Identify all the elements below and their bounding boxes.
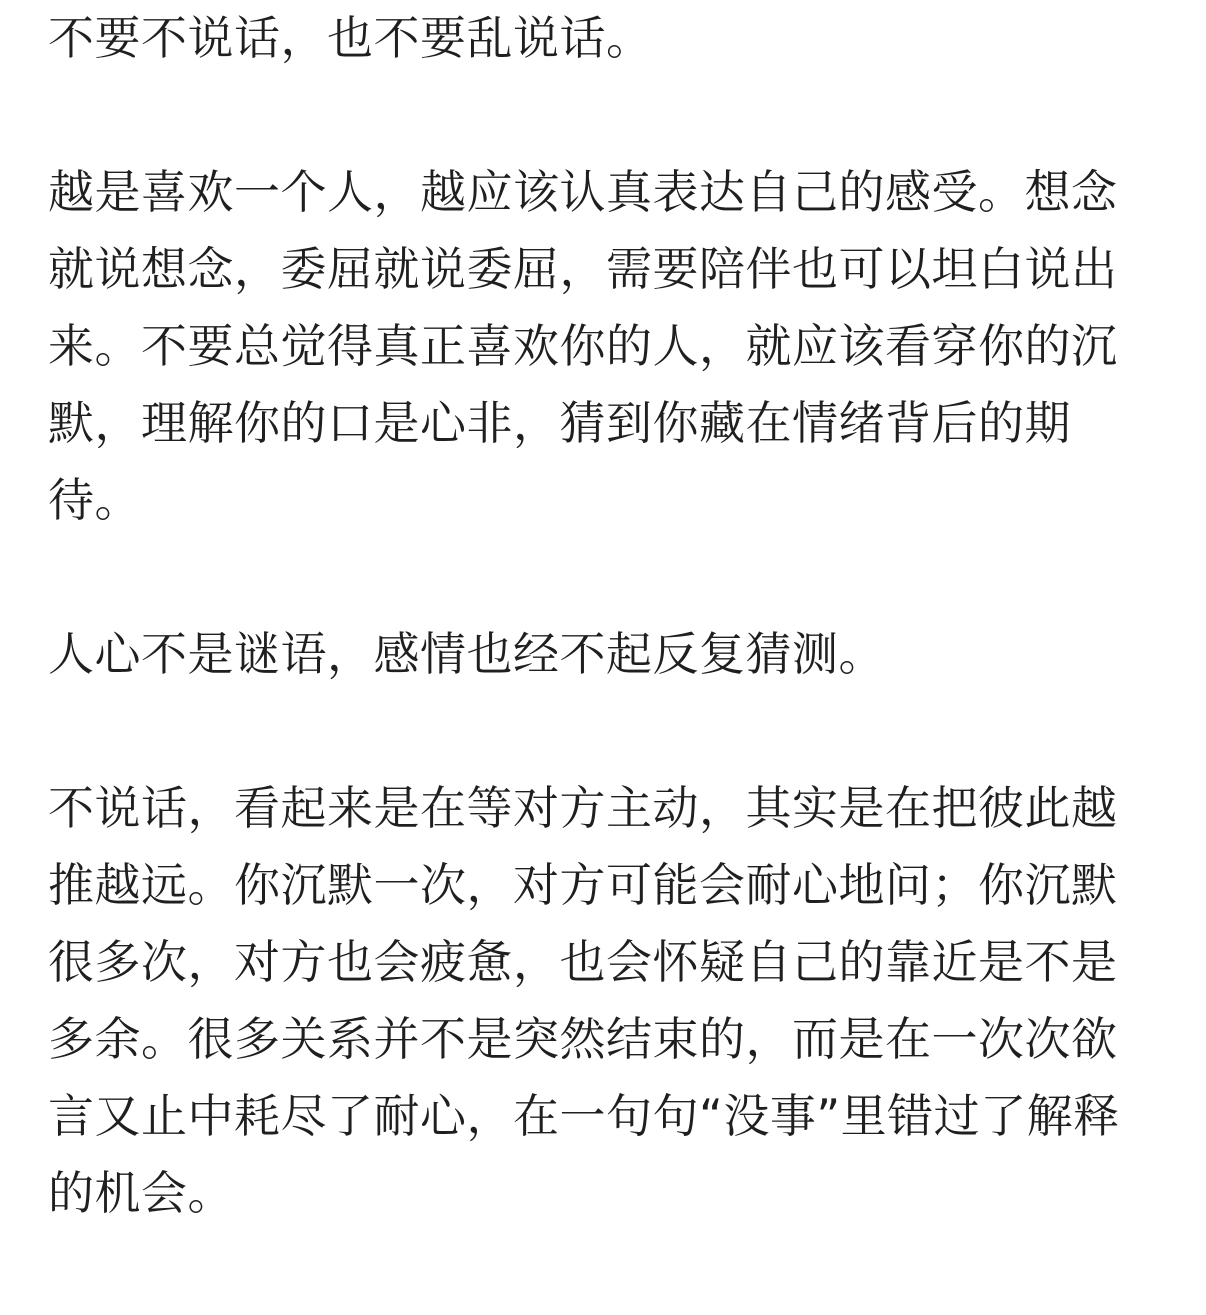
paragraph-expression: 越是喜欢一个人，越应该认真表达自己的感受。想念就说想念，委屈就说委屈，需要陪伴也可以坦白说出来。不要总觉得真正喜欢你的人，就应该看穿你的沉默，理解你的口是心非，猜到你藏在情绪背后的期待。 [48, 165, 1118, 527]
paragraph-silence: 不说话，看起来是在等对方主动，其实是在把彼此越推越远。你沉默一次，对方可能会耐心地问；你沉默很多次，对方也会疲惫，也会怀疑自己的靠近是不是多余。很多关系并不是突然结束的，而是在一次次欲言又止中耗尽了耐心，在一句句“没事”里错过了解释的机会。 [48, 781, 1120, 1220]
paragraph-opening: 不要不说话，也不要乱说话。 [48, 11, 653, 65]
paragraph-gap [48, 693, 1146, 770]
paragraph-heart: 人心不是谜语，感情也经不起反复猜测。 [48, 627, 885, 681]
paragraph-gap [48, 77, 1146, 154]
paragraph-gap [48, 539, 1146, 616]
